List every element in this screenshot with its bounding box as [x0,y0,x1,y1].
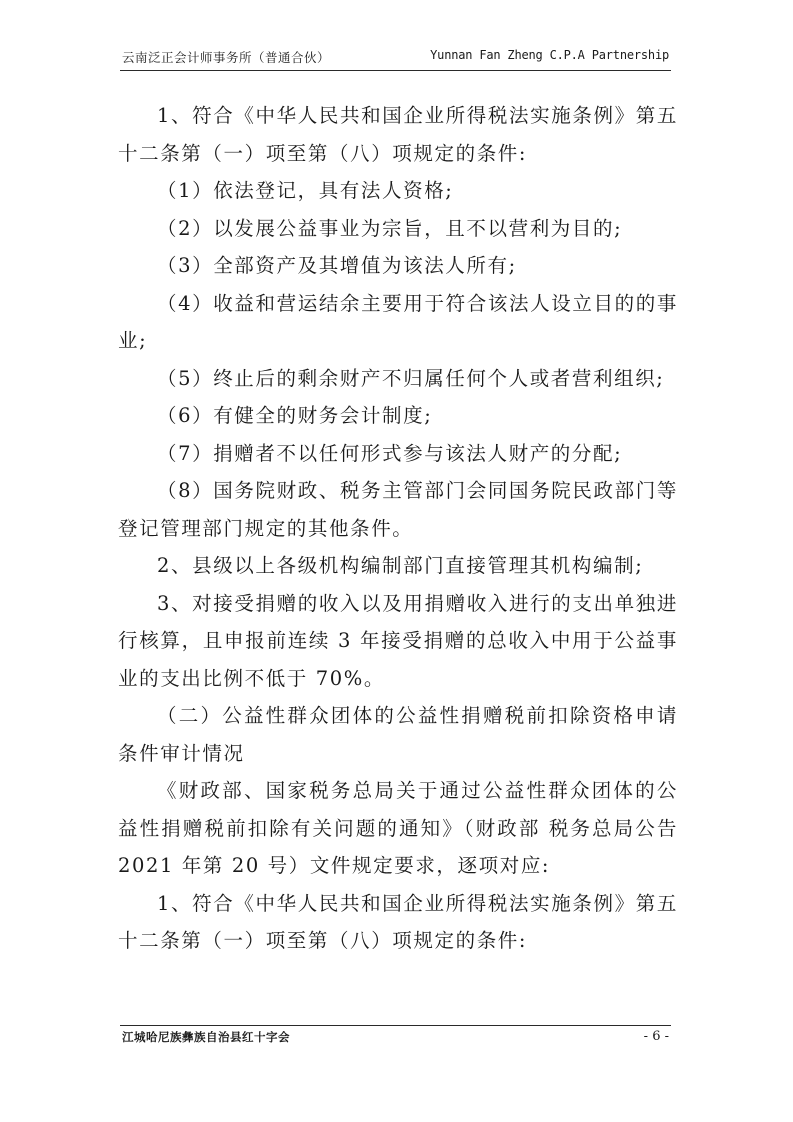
document-body [118,97,678,960]
paragraph: 1、符合《中华人民共和国企业所得税法实施条例》第五十二条第（一）项至第（八）项规定的条件: [118,104,678,165]
paragraph: （2）以发展公益事业为宗旨，且不以营利为目的; [157,216,623,240]
paragraph: （5）终止后的剩余财产不归属任何个人或者营利组织; [157,366,665,390]
paragraph: （6）有健全的财务会计制度; [157,404,433,427]
paragraph: （7）捐赠者不以任何形式参与该法人财产的分配; [157,441,623,465]
header-rule [120,70,671,71]
page-number: - 6 - [643,1029,669,1044]
organization-name: 江城哈尼族彝族自治县红十字会 [122,1030,290,1044]
paragraph: 3、对接受捐赠的收入以及用捐赠收入进行的支出单独进行核算，且申报前连续 3 年接受捐赠的总收入中用于公益事业的支出比例不低于 70%。 [118,591,678,690]
paragraph: 《财政部、国家税务总局关于通过公益性群众团体的公益性捐赠税前扣除有关问题的通知》（财政部 税务总局公告 2021 年第 20 号）文件规定要求，逐项对应: [118,779,678,877]
firm-name-en: Yunnan Fan Zheng C.P.A Partnership [430,48,669,62]
paragraph: 1、符合《中华人民共和国企业所得税法实施条例》第五十二条第（一）项至第（八）项规定的条件: [118,891,678,952]
paragraph: （1）依法登记，具有法人资格; [157,179,454,202]
footer-rule [120,1025,671,1026]
paragraph: 2、县级以上各级机构编制部门直接管理其机构编制; [157,554,644,577]
firm-name-cn: 云南泛正会计师事务所（普通合伙） [122,50,331,65]
paragraph: （3）全部资产及其增值为该法人所有; [157,254,517,277]
paragraph: （8）国务院财政、税务主管部门会同国务院民政部门等登记管理部门规定的其他条件。 [118,479,678,540]
page-header [120,48,671,68]
section-heading: （二）公益性群众团体的公益性捐赠税前扣除资格申请条件审计情况 [118,704,678,765]
paragraph: （4）收益和营运结余主要用于符合该法人设立目的的事业; [118,291,678,352]
page-footer [120,1029,671,1047]
